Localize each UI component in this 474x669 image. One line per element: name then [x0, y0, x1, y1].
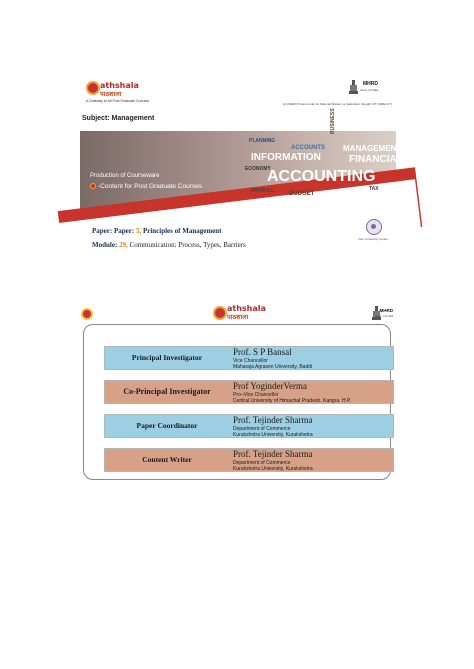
credit-affiliation: Kurukshetra University, Kurukshetra — [233, 466, 313, 472]
credit-role: Paper Coordinator — [136, 421, 198, 430]
cloud-word-business: BUSINESS — [330, 108, 336, 134]
logo-tagline: A Gateway to All Post Graduate Courses — [86, 99, 150, 103]
credit-role: Principal Investigator — [131, 353, 203, 362]
paper-title: Principles of Management — [142, 227, 222, 235]
credit-role: Content Writer — [142, 455, 192, 464]
mhrd-label: MHRD — [379, 308, 393, 313]
logo-name-en: athshala — [100, 81, 139, 90]
credits-slide — [79, 300, 395, 482]
paper-prefix: Paper: Paper: — [92, 227, 136, 235]
credits-panel — [83, 324, 391, 480]
cloud-word-payroll: PAYROLL — [251, 188, 275, 194]
credit-name: Prof. Tejinder Sharma — [233, 415, 313, 425]
credit-affiliation: Kurukshetra University, Kurukshetra — [233, 432, 313, 438]
cloud-word-planning: PLANNING — [249, 138, 276, 144]
epathshala-logo — [211, 304, 271, 324]
credit-row-co-principal-investigator — [104, 380, 394, 404]
mhrd-sub: Govt. of India — [360, 88, 378, 92]
credit-position: Vice Chancellor — [233, 358, 268, 364]
cloud-word-management: MANAGEMENT — [343, 144, 402, 153]
econtent-label: -Content for Post Graduate Courses — [98, 183, 203, 190]
paper-number: 5, — [135, 227, 143, 235]
cloud-word-information: INFORMATION — [251, 152, 321, 163]
credit-role: Co-Principal Investigator — [123, 387, 211, 396]
credit-position: Department of Commerce — [233, 426, 291, 432]
national-emblem-icon — [349, 80, 358, 94]
module-title: Communication: Process, Types, Barriers — [129, 241, 246, 249]
cloud-word-budget: BUDGET — [289, 191, 315, 197]
credit-row-content-writer — [104, 448, 394, 472]
credit-name: Prof YoginderVerma — [233, 381, 307, 391]
mission-text: An MHRD Project under its National Mission on Education thought ICT (NME-ICT) — [283, 102, 392, 106]
module-prefix: Module: — [92, 241, 120, 249]
cloud-word-accounts: ACCOUNTS — [291, 145, 325, 151]
credit-row-paper-coordinator — [104, 414, 394, 438]
paper-line — [92, 227, 221, 235]
credit-position: Pro–Vice Chancellor — [233, 392, 279, 398]
econtent-text — [90, 183, 202, 190]
mhrd-label: MHRD — [363, 81, 378, 87]
credit-name: Prof. Tejinder Sharma — [233, 449, 313, 459]
mhrd-sub: Govt. of India — [375, 314, 393, 318]
epathshala-logo-icon — [213, 306, 227, 320]
module-number: 29, — [119, 241, 130, 249]
cloud-word-accounting: ACCOUNTING — [267, 168, 376, 185]
cloud-word-tax: TAX — [369, 186, 379, 192]
credit-position: Department of Commerce — [233, 460, 291, 466]
module-line — [92, 241, 246, 249]
credit-name: Prof. S P Bansal — [233, 347, 292, 357]
word-cloud — [245, 108, 403, 211]
slide-header — [80, 77, 396, 109]
logo-name-hi: पाठशाला — [227, 313, 249, 321]
title-slide — [80, 77, 403, 257]
credit-affiliation: Central University of Himachal Pradesh. Kangra. H.P. — [233, 398, 352, 404]
epathshala-logo-icon — [86, 81, 100, 95]
seal-caption: Inter University Centre — [358, 237, 388, 241]
credit-affiliation: Maharaja Agrasen University, Baddi — [233, 364, 313, 370]
subject-title: Subject: Management — [82, 115, 155, 122]
cloud-word-economy: ECONOMY — [245, 166, 271, 172]
university-seal-icon — [366, 219, 382, 235]
institute-emblem-icon — [81, 308, 93, 320]
logo-name-hi: पाठशाला — [100, 90, 122, 98]
cloud-word-financial: FINANCIAL — [349, 154, 403, 165]
production-text: Production of Courseware — [90, 173, 160, 179]
econtent-logo-icon — [90, 183, 96, 189]
credit-row-principal-investigator — [104, 346, 394, 370]
logo-name-en: athshala — [227, 304, 266, 313]
epathshala-logo — [86, 81, 166, 105]
